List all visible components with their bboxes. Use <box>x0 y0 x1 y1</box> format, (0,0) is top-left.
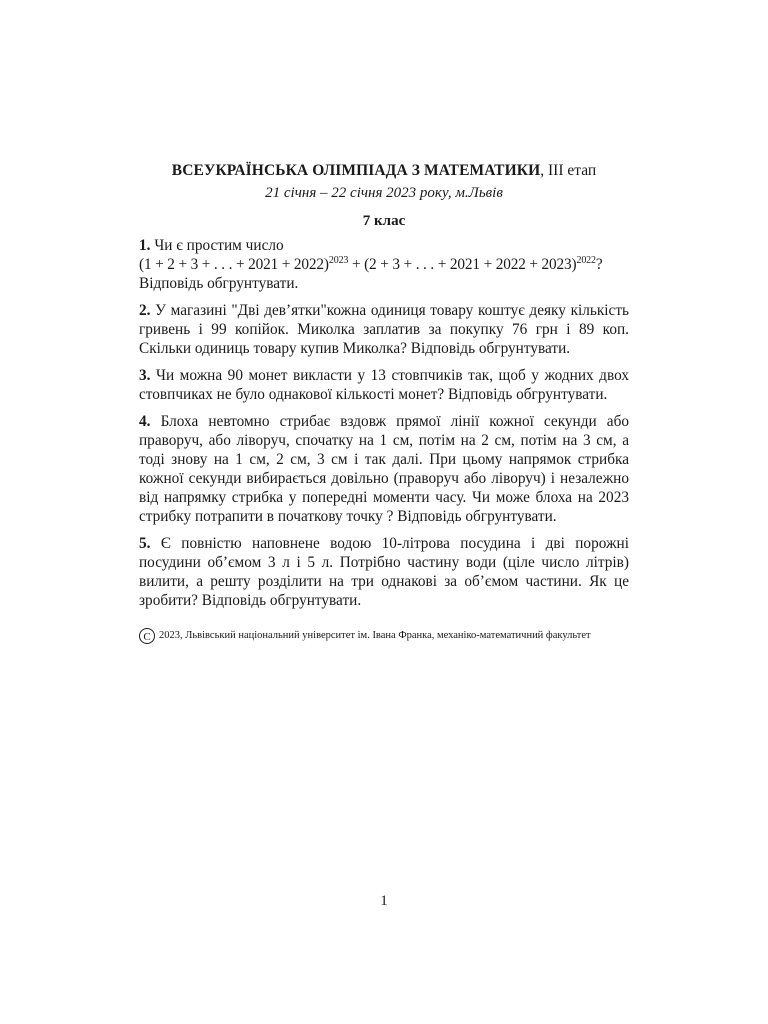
olympiad-stage: , III етап <box>540 162 597 179</box>
copyright-icon: C <box>139 628 155 644</box>
olympiad-date-place: 21 січня – 22 січня 2023 року, м.Львів <box>265 185 503 201</box>
formula-part-2: + (2 + 3 + . . . + 2021 + 2022 + 2023) <box>348 256 577 273</box>
problem-text: Чи можна 90 монет викласти у 13 стовпчиків так, щоб у жодних двох стовпчиках не було однакової кількості монет? Відповідь обгрунтувати. <box>139 367 629 403</box>
olympiad-title <box>139 160 629 182</box>
problem-4 <box>139 412 629 526</box>
problem-number: 3. <box>139 367 151 384</box>
copyright-line <box>139 628 629 644</box>
problem-number: 2. <box>139 302 151 319</box>
header <box>139 160 629 204</box>
olympiad-title-bold: ВСЕУКРАЇНСЬКА ОЛІМПІАДА З МАТЕМАТИКИ <box>171 162 541 179</box>
exponent-2: 2022 <box>576 255 596 266</box>
problem-number: 4. <box>139 413 151 430</box>
problem-formula <box>139 256 603 273</box>
problem-text: Блоха невтомно стрибає вздовж прямої лінії кожної секунди або праворуч, або ліворуч, спочатку на 1 см, потім на 2 см, потім на 3 см, а тоді знову на 1 см, 2 см, 3 см і так далі. При цьому напрямок стрибка кожної секунди вибирається довільно (праворуч або ліворуч) і незалежно від напрямку стрибка у попередні моменти часу. Чи може блоха на 2023 стрибку потрапити в початкову точку ? Відповідь обгрунтувати. <box>139 413 629 525</box>
problem-number: 1. <box>139 237 151 254</box>
problem-text: У магазині "Дві дев’ятки"кожна одиниця товару коштує деяку кількість гривень і 99 копійок. Миколка заплатив за покупку 76 грн і 89 коп. Скільки одиниць товару купив Миколка? Відповідь обгрунтувати. <box>139 302 629 357</box>
formula-part-1: (1 + 2 + 3 + . . . + 2021 + 2022) <box>139 256 329 273</box>
problem-text: Є повністю наповнене водою 10-літрова посудина і дві порожні посудини об’ємом 3 л і 5 л. Потрібно частину води (ціле число літрів) вилити, а решту розділити на три однакові за об’ємом частини. Як це зробити? Відповідь обгрунтувати. <box>139 535 629 609</box>
grade-heading: 7 клас <box>362 213 406 229</box>
page-number: 1 <box>380 893 388 909</box>
problem-1 <box>139 236 629 293</box>
problem-2 <box>139 301 629 358</box>
document-page <box>139 160 629 644</box>
problem-5 <box>139 534 629 610</box>
exponent-1: 2023 <box>328 255 349 266</box>
problem-lead: Чи є простим число <box>154 237 284 254</box>
formula-end: ? <box>595 256 603 273</box>
problem-tail: Відповідь обгрунтувати. <box>139 275 299 292</box>
problem-number: 5. <box>139 535 151 552</box>
problem-3 <box>139 366 629 404</box>
copyright-text: 2023, Львівський національний університет ім. Івана Франка, механіко-математичний факультет <box>159 630 591 641</box>
